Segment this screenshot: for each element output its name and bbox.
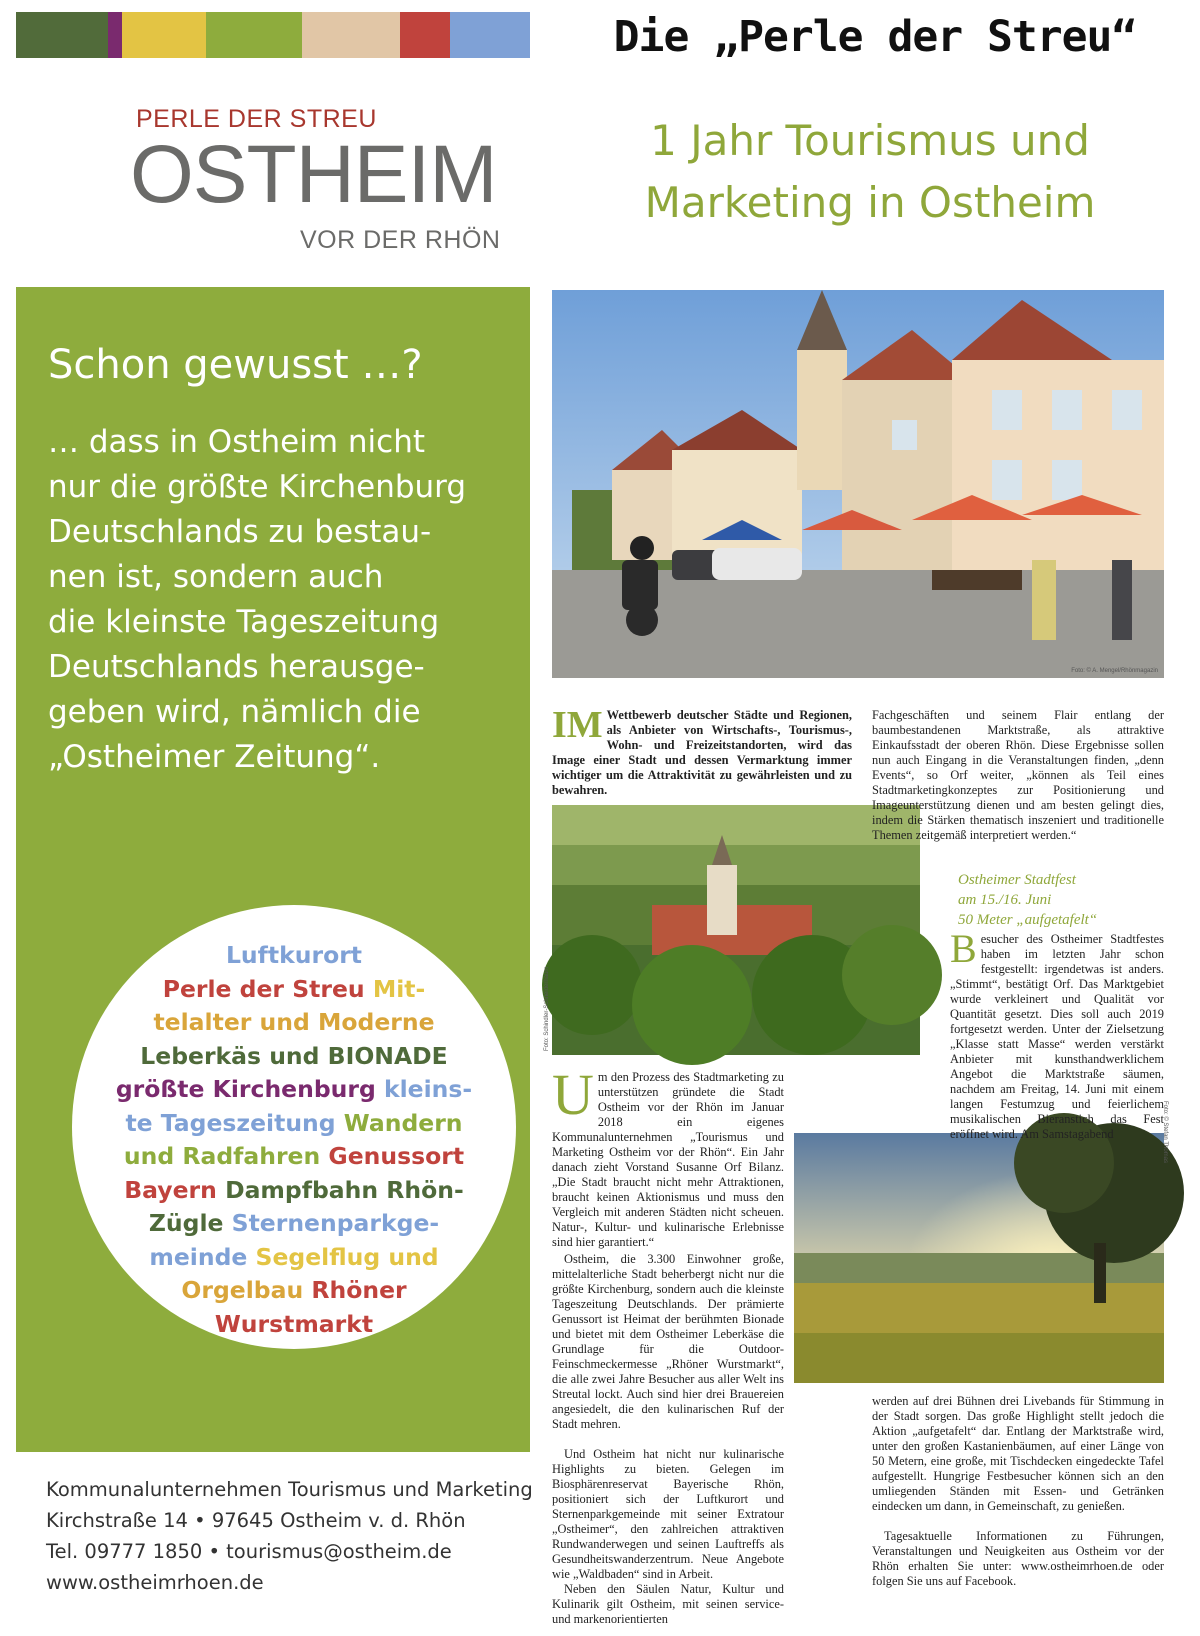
color-bar-segment	[206, 12, 302, 58]
color-bar-segment	[400, 12, 450, 58]
contact-organization: Kommunalunternehmen Tourismus und Marketing	[46, 1478, 533, 1501]
keyword-line	[112, 973, 476, 1007]
keyword: Leberkäs und BIONADE	[140, 1041, 448, 1070]
ostheim-logo	[130, 100, 510, 260]
landscape-photo	[544, 805, 920, 1055]
keyword: Wandern	[343, 1108, 463, 1137]
pull-quote	[958, 870, 1158, 930]
landscape-photo-illustration	[552, 805, 920, 1055]
fact-line: nur die größte Kirchenburg	[48, 469, 467, 505]
keyword-line	[112, 1274, 476, 1308]
pull-quote-line: am 15./16. Juni	[958, 892, 1052, 908]
fact-line: „Ostheimer Zeitung“.	[48, 739, 381, 775]
keyword-line	[112, 1140, 476, 1174]
keyword: Genussort	[328, 1142, 465, 1170]
page-subheadline	[600, 110, 1140, 234]
dropcap: IM	[552, 704, 603, 746]
street-photo	[552, 290, 1164, 678]
keyword-line	[112, 1040, 476, 1074]
photo-credit: Foto: © Stefan Thomas	[1162, 1100, 1168, 1163]
dropcap: U	[552, 1062, 594, 1127]
keyword: größte Kirchenburg	[115, 1075, 384, 1103]
pull-quote-line: Ostheimer Stadtfest	[958, 872, 1076, 888]
article-paragraph: Tagesaktuelle Informationen zu Führungen, Veranstaltungen und Neuigkeiten aus Ostheim vor der Rhön erhalten Sie unter: www.ostheimrhoen.de oder folgen Sie uns auf Facebook.	[872, 1529, 1164, 1588]
color-bar-segment	[108, 12, 122, 58]
color-bar	[16, 12, 530, 58]
contact-address: Kirchstraße 14 • 97645 Ostheim v. d. Rhön	[46, 1509, 466, 1532]
keyword-circle	[72, 905, 516, 1349]
keyword: telalter und Moderne	[153, 1008, 435, 1036]
keyword-line	[112, 1006, 476, 1040]
article-paragraph: Ostheim, die 3.300 Einwohner große, mittelalterliche Stadt beherbergt nicht nur die größte Kirchenburg, sondern auch die kleinste Tageszeitung Deutschlands. Der prämierte Genussort ist Heimat der berühmten Bionade und bietet mit dem Ostheimer Leberkäse die Grundlage für die Outdoor-Feinschmeckermesse „Rhöner Wurstmarkt“, die alle zwei Jahre Besucher aus aller Welt ins Streutal lockt. Auch sind hier drei Brauereien angesiedelt, die den kulinarischen Ruf der Stadt mehren.	[552, 1252, 784, 1431]
color-bar-segment	[302, 12, 400, 58]
article-column-right-bottom	[872, 1394, 1164, 1589]
keyword-line	[112, 1073, 476, 1107]
contact-phone-email: Tel. 09777 1850 • tourismus@ostheim.de	[46, 1540, 452, 1563]
keyword: Luftkurort	[225, 941, 363, 969]
fact-line: geben wird, nämlich die	[48, 694, 421, 730]
article-intro-text: Wettbewerb deutscher Städte und Regionen, als Anbieter von Wirtschafts-, Tourismus-, Wohn- und Freizeitstandorten, wird das Image einer Stadt und dessen Vermarktung immer wichtiger um die Attraktivität zu gewährleisten und zu bewahren.	[552, 708, 852, 797]
keyword: Rhöner	[311, 1276, 407, 1304]
keyword: Dampfbahn Rhön-	[225, 1175, 464, 1204]
keyword-line	[112, 1107, 476, 1141]
article-paragraph: Und Ostheim hat nicht nur kulinarische Highlights zu bieten. Gelegen im Biosphärenreservat Bayerische Rhön, positioniert sich der Luftkurort und Sternenparkgemeinde mit seiner Extratour „Ostheimer“, den zahlreichen attraktiven Rundwanderwegen und seinen Lauftreffs als Gesundheitswanderzentrum. Neue Angebote wie „Waldbaden“ sind in Arbeit.	[552, 1447, 784, 1581]
fact-line: Deutschlands herausge-	[48, 649, 425, 685]
street-photo-illustration	[552, 290, 1164, 678]
keyword: Wurstmarkt	[214, 1309, 374, 1338]
article-intro	[552, 704, 852, 798]
keyword-line	[112, 939, 476, 973]
contact-website: www.ostheimrhoen.de	[46, 1571, 264, 1594]
keyword: kleins-	[383, 1075, 473, 1103]
subhead-line: 1 Jahr Tourismus und	[650, 116, 1090, 165]
keyword: Orgelbau	[181, 1276, 312, 1304]
sunset-photo	[794, 1100, 1168, 1383]
keyword: Segelflug und	[255, 1242, 439, 1271]
keyword-line	[112, 1241, 476, 1275]
article-text: Fachgeschäften und seinem Flair entlang der baumbestandenen Marktstraße, als attraktive Einkaufsstadt der oberen Rhön. Diese Ergebnisse sollen nun auch Eingang in die Veranstaltungen finden, „denn Events“, so Orf weiter, „können als Teil eines Stadtmarketingkonzeptes zur Positionierung und Imageunterstützung dienen und am besten gelingt dies, indem die Stärken thematisch inszeniert und traditionelle Themen zeitgemäß interpretiert werden.“	[872, 708, 1164, 842]
keyword: und Radfahren	[123, 1142, 329, 1170]
article-paragraph: werden auf drei Bühnen drei Livebands für Stimmung in der Stadt sorgen. Das große Highlight stellt jedoch die Aktion „aufgetafelt“ dar. Entlang der Marktstraße wird, unter den großen Kastanienbäumen, auf einer Länge von 50 Metern, eine große, mit Tischdecken eingedeckte Tafel aufgestellt. Hungrige Festbesucher können sich an den umliegenden Ständen mit Essen- und Getränken eindecken um dann, in Gemeinschaft, zu genießen.	[872, 1394, 1164, 1513]
keyword: Mit-	[372, 974, 426, 1003]
article-paragraph: Neben den Säulen Natur, Kultur und Kulinarik gilt Ostheim, mit seinen service- und markenorientierten	[552, 1582, 784, 1626]
color-bar-segment	[16, 12, 108, 58]
article-text: esucher des Ostheimer Stadtfestes haben im letzten Jahr schon festgestellt: irgendetwas ist anders. „Stimmt“, bestätigt Orf. Das Marktgebiet wurde verkleinert und Qualität vor Quantität gesetzt. Dies soll auch 2019 fortgesetzt werden. Unter der Zielsetzung „Klasse statt Masse“ werden verstärkt Anbieter mit kunsthandwerklichem Angebot die Marktstraße säumen, nachdem am Freitag, 14. Juni mit einem langen Festumzug und feierlichem musikalischen Bieranstich das Fest eröffnet wird. Am Samstagabend	[950, 932, 1164, 1141]
keyword: te Tageszeitung	[125, 1108, 344, 1137]
keyword: meinde	[149, 1242, 256, 1271]
fact-line: Deutschlands zu bestau-	[48, 514, 432, 550]
keyword: Sternenparkge-	[231, 1209, 440, 1237]
logo-wordmark: OSTHEIM	[130, 129, 497, 220]
article-stadtfest	[950, 926, 1164, 1142]
keyword-cloud	[112, 939, 476, 1341]
keyword-line	[112, 1174, 476, 1208]
dropcap: B	[950, 926, 977, 971]
article-column-right-top	[872, 708, 1164, 843]
keyword: Bayern	[124, 1175, 226, 1204]
logo-tagline: PERLE DER STREU	[136, 105, 377, 133]
keyword: Zügle	[148, 1209, 232, 1237]
article-text: m den Prozess des Stadtmarketing zu unterstützen gründete die Stadt Ostheim vor der Rhön im Januar 2018 ein eigenes Kommunalunternehmen „Tourismus und Marketing Ostheim vor der Rhön“. Ein Jahr danach zieht Vorstand Susanne Orf Bilanz. „Die Stadt braucht nicht mehr Attraktionen, braucht keinen Aktionismus und muss den Vergleich mit anderen Städten nicht scheuen. Natur-, Kultur- und kulinarische Erlebnisse sind hier garantiert.“	[552, 1070, 784, 1249]
fact-line: die kleinste Tageszeitung	[48, 604, 440, 640]
page-headline: Die „Perle der Streu“	[613, 12, 1137, 62]
pull-quote-line: 50 Meter „aufgetafelt“	[958, 912, 1098, 928]
contact-block	[46, 1474, 533, 1598]
fact-line: … dass in Ostheim nicht	[48, 424, 425, 460]
keyword-line	[112, 1308, 476, 1342]
fact-panel-title: Schon gewusst …?	[48, 342, 423, 388]
keyword: Perle der Streu	[162, 974, 373, 1003]
fact-line: nen ist, sondern auch	[48, 559, 384, 595]
fact-panel	[16, 287, 530, 1452]
color-bar-segment	[122, 12, 206, 58]
fact-panel-text	[48, 420, 508, 780]
logo-subtitle: VOR DER RHÖN	[300, 226, 501, 254]
article-stadtmarketing	[552, 1062, 784, 1627]
photo-credit: Foto: © A. Mengel/Rhönmagazin	[1071, 668, 1158, 674]
keyword-line	[112, 1207, 476, 1241]
subhead-line: Marketing in Ostheim	[644, 178, 1096, 227]
color-bar-segment	[450, 12, 530, 58]
photo-credit: Foto: Schindler-Schneiderhaum	[544, 966, 550, 1051]
sunset-photo-illustration	[794, 1133, 1164, 1383]
